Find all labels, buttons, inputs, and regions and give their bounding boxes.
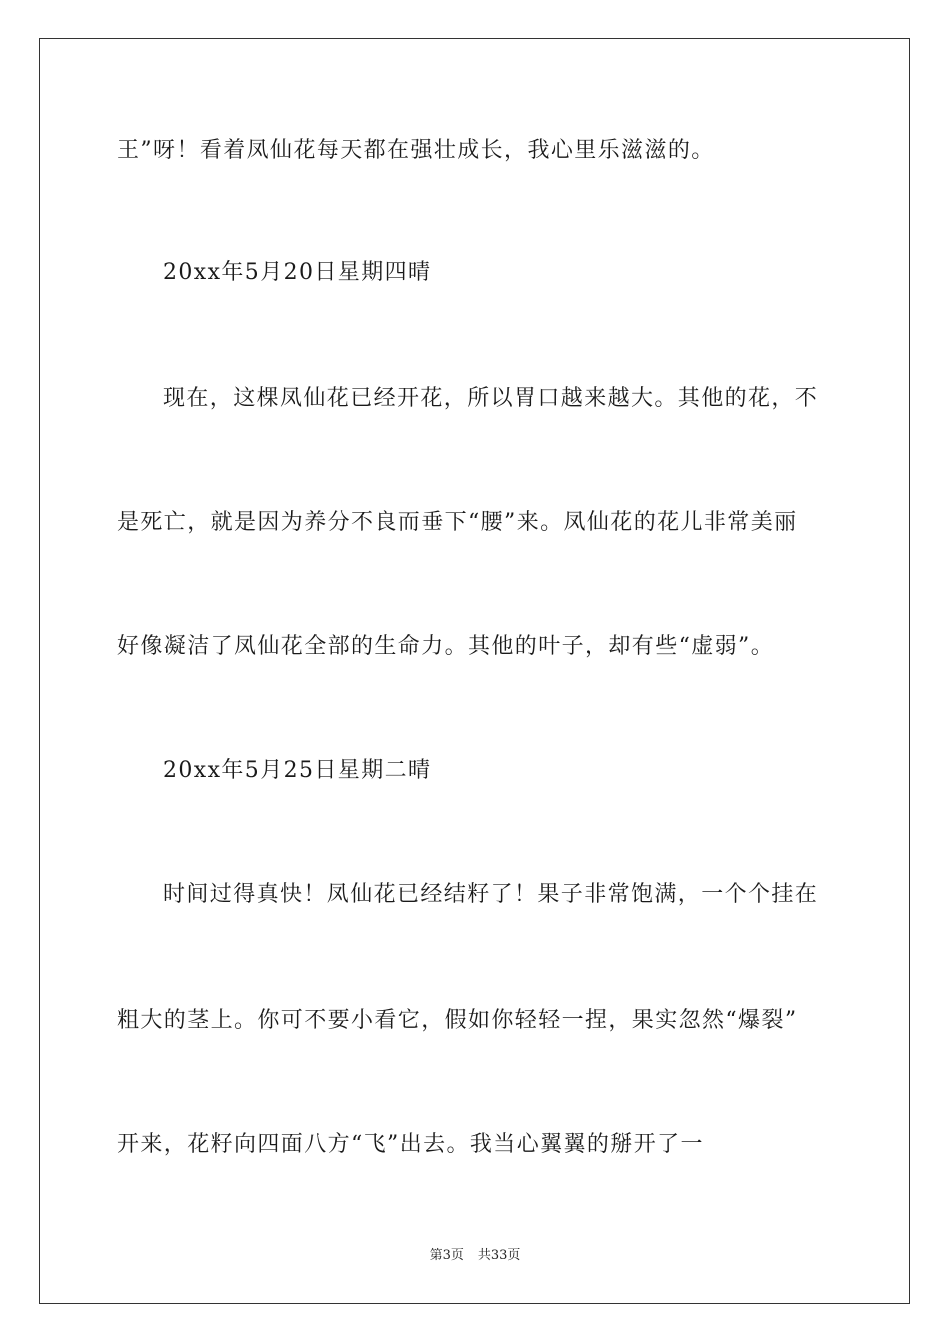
diary-date-heading: 20xx年5月20日星期四晴 (163, 260, 432, 285)
paragraph-line: 是死亡，就是因为养分不良而垂下“腰”来。凤仙花的花儿非常美丽 (117, 510, 798, 535)
paragraph-line: 时间过得真快！凤仙花已经结籽了！果子非常饱满，一个个挂在 (163, 882, 819, 907)
page-number: 第3页 (429, 1248, 464, 1263)
page-border (39, 38, 910, 1304)
paragraph-line: 王”呀！看着凤仙花每天都在强壮成长，我心里乐滋滋的。 (117, 138, 715, 163)
paragraph-line: 开来，花籽向四面八方“飞”出去。我当心翼翼的掰开了一 (117, 1132, 704, 1157)
paragraph-line: 好像凝洁了凤仙花全部的生命力。其他的叶子，却有些“虚弱”。 (117, 634, 775, 659)
paragraph-line: 粗大的茎上。你可不要小看它，假如你轻轻一捏，果实忽然“爆裂” (117, 1008, 798, 1033)
diary-date-heading: 20xx年5月25日星期二晴 (163, 758, 432, 783)
page-total: 共33页 (477, 1248, 521, 1263)
page-footer (0, 1247, 950, 1265)
paragraph-line: 现在，这棵凤仙花已经开花，所以胃口越来越大。其他的花，不 (163, 386, 819, 411)
